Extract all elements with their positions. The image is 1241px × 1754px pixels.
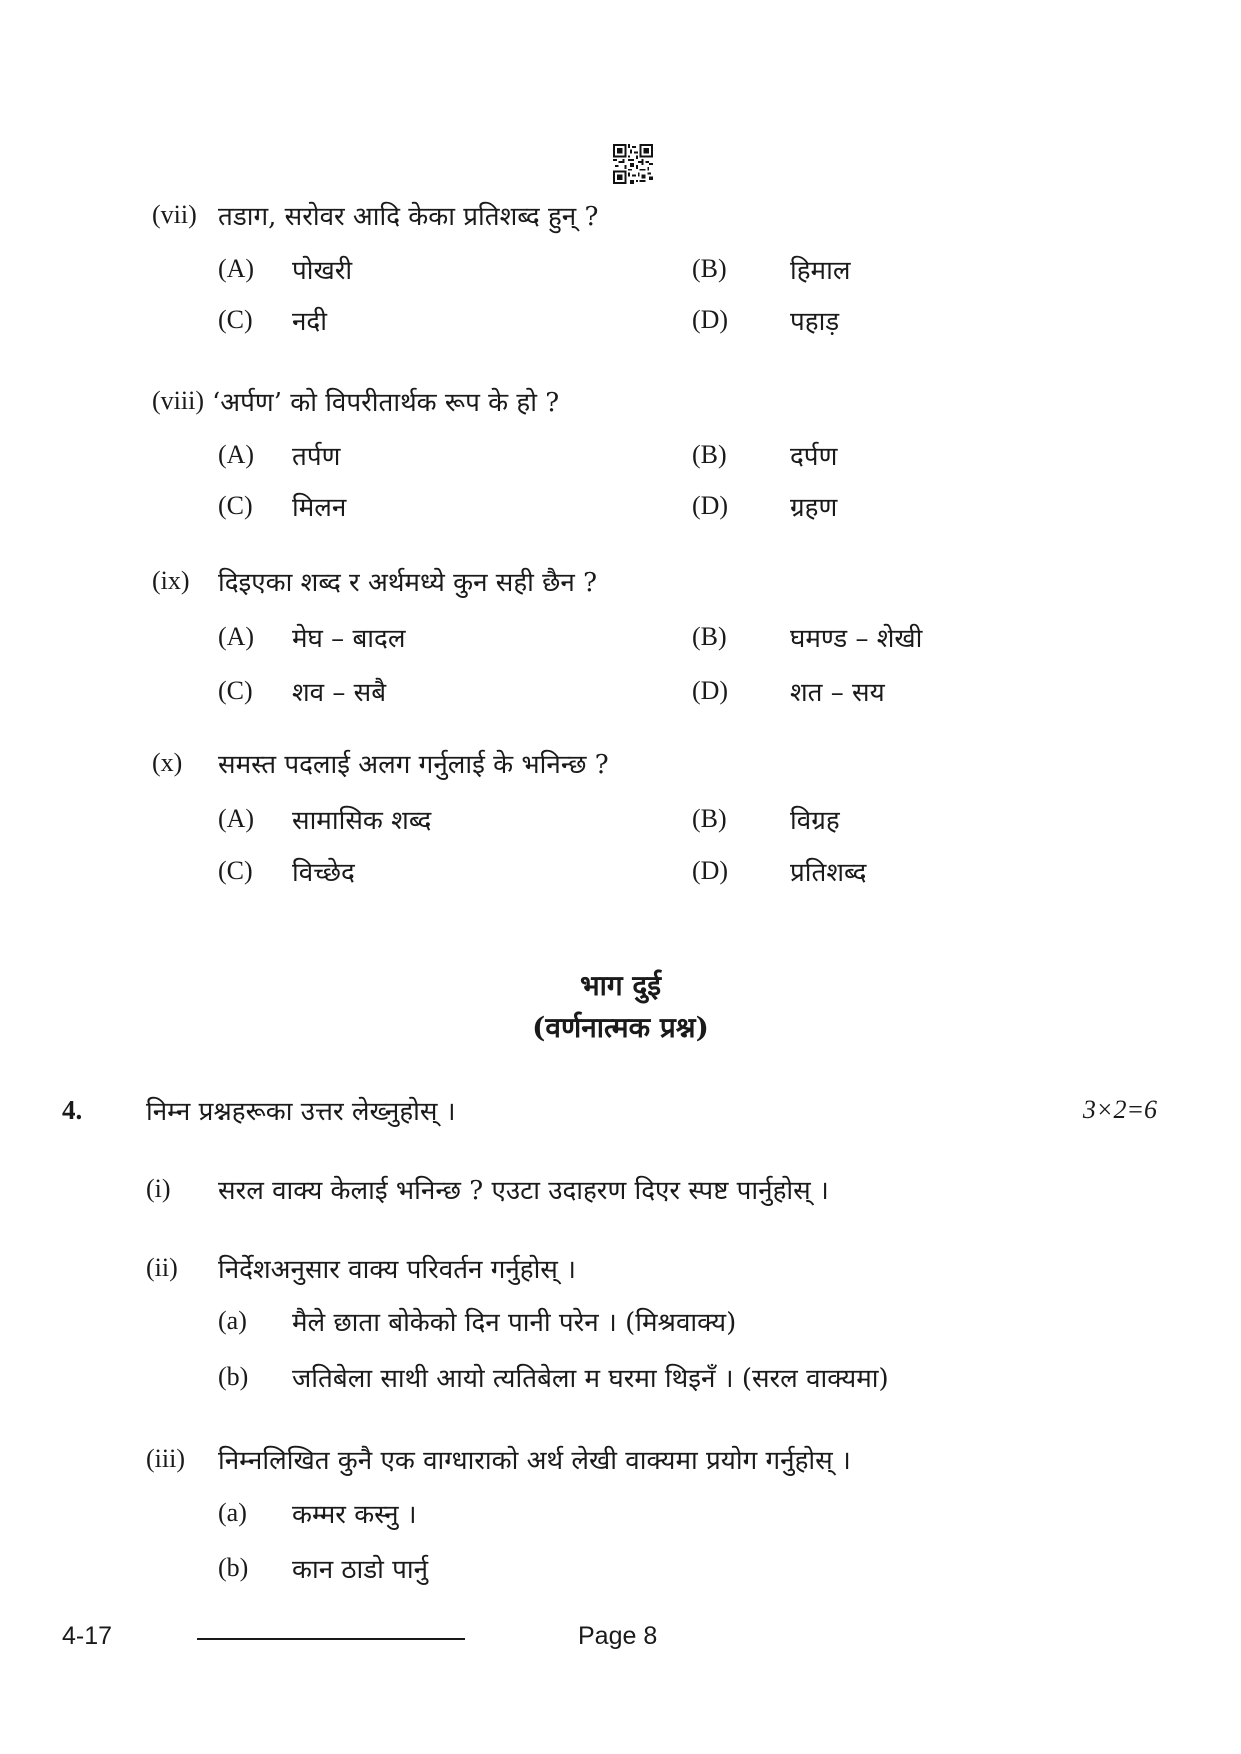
option-label: (B) — [692, 254, 727, 283]
option-label: (C) — [218, 676, 253, 705]
subpart-text: जतिबेला साथी आयो त्यतिबेला म घरमा थिइनँ । (सरल वाक्यमा) — [292, 1364, 889, 1394]
paper-code: 4-17 — [62, 1622, 113, 1650]
subpart-label: (b) — [218, 1553, 249, 1582]
option-label: (B) — [692, 804, 727, 833]
qr-code-icon — [613, 144, 653, 184]
option-text: दर्पण — [790, 442, 838, 472]
option-text: ग्रहण — [790, 493, 838, 523]
part-number: (ii) — [146, 1253, 178, 1282]
marks: 3×2=6 — [1082, 1095, 1157, 1124]
option-text: नदी — [292, 307, 327, 337]
option-text: विच्छेद — [292, 858, 355, 888]
subpart-label: (a) — [218, 1306, 247, 1335]
option-label: (C) — [218, 491, 253, 520]
option-text: प्रतिशब्द — [790, 858, 867, 888]
option-label: (B) — [692, 622, 727, 651]
subpart-text: मैले छाता बोकेको दिन पानी परेन । (मिश्रवाक्य) — [292, 1308, 737, 1338]
option-label: (C) — [218, 305, 253, 334]
option-label: (A) — [218, 622, 255, 651]
option-text: मेघ – बादल — [292, 624, 406, 654]
option-text: पहाड़ — [790, 307, 840, 337]
question-number: (ix) — [152, 566, 190, 595]
option-text: शव – सबै — [292, 678, 387, 708]
option-label: (A) — [218, 254, 255, 283]
question-text: समस्त पदलाई अलग गर्नुलाई के भनिन्छ ? — [218, 750, 609, 780]
part-text: निम्नलिखित कुनै एक वाग्धाराको अर्थ लेखी वाक्यमा प्रयोग गर्नुहोस् । — [218, 1446, 851, 1476]
option-text: हिमाल — [790, 256, 851, 286]
option-label: (D) — [692, 305, 729, 334]
footer-rule — [197, 1638, 465, 1640]
option-text: तर्पण — [292, 442, 341, 472]
part-text: निर्देशअनुसार वाक्य परिवर्तन गर्नुहोस् । — [218, 1255, 577, 1285]
option-label: (D) — [692, 491, 729, 520]
option-text: विग्रह — [790, 806, 840, 836]
part-number: (iii) — [146, 1444, 185, 1473]
subpart-text: कान ठाडो पार्नु — [292, 1555, 429, 1585]
question-text: तडाग, सरोवर आदि केका प्रतिशब्द हुन् ? — [218, 202, 599, 232]
option-label: (A) — [218, 440, 255, 469]
option-label: (D) — [692, 856, 729, 885]
question-text: निम्न प्रश्नहरूका उत्तर लेख्नुहोस् । — [146, 1097, 456, 1127]
question-text: ‘अर्पण’ को विपरीतार्थक रूप के हो ? — [212, 388, 560, 418]
question-number: 4. — [62, 1095, 83, 1125]
section-title: भाग दुई — [579, 969, 662, 1002]
subpart-text: कम्मर कस्नु । — [292, 1500, 417, 1530]
option-label: (B) — [692, 440, 727, 469]
page-number: Page 8 — [578, 1622, 658, 1650]
subpart-label: (a) — [218, 1498, 247, 1527]
option-text: मिलन — [292, 493, 347, 523]
option-text: पोखरी — [292, 256, 353, 286]
option-text: सामासिक शब्द — [292, 806, 432, 836]
question-number: (viii) — [152, 386, 204, 415]
section-subtitle: (वर्णनात्मक प्रश्न) — [532, 1011, 709, 1044]
part-text: सरल वाक्य केलाई भनिन्छ ? एउटा उदाहरण दिएर स्पष्ट पार्नुहोस् । — [218, 1176, 829, 1206]
question-number: (x) — [152, 748, 183, 777]
question-number: (vii) — [152, 200, 197, 229]
option-label: (A) — [218, 804, 255, 833]
option-label: (C) — [218, 856, 253, 885]
subpart-label: (b) — [218, 1362, 249, 1391]
option-text: शत – सय — [790, 678, 885, 708]
option-label: (D) — [692, 676, 729, 705]
option-text: घमण्ड – शेखी — [790, 624, 923, 654]
part-number: (i) — [146, 1174, 171, 1203]
question-text: दिइएका शब्द र अर्थमध्ये कुन सही छैन ? — [218, 568, 598, 598]
